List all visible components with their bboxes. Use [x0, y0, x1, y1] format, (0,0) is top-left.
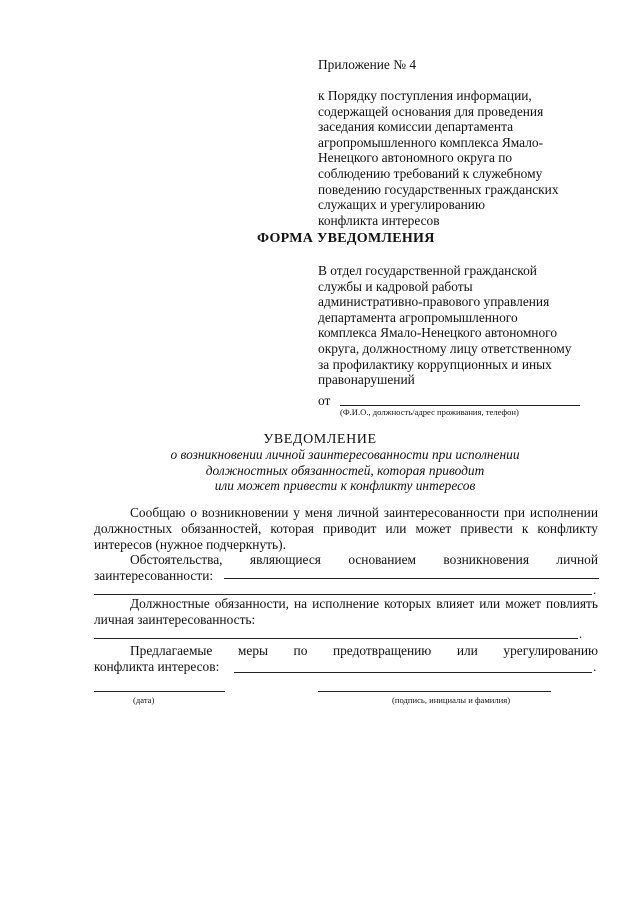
signature-input-line[interactable] — [318, 691, 551, 692]
measures-period: . — [593, 659, 597, 674]
circumstances-label-text: Обстоятельства, являющиеся основанием возникновения личной заинтересованности: — [94, 552, 598, 583]
appendix-reference: к Порядку поступления информации, содержащей основания для проведения заседания комиссии департамента агропромышленного комплекса Ямало- Ненецкого автономного округа по соблюдению требований к служебному поведению государственных гражданских служащих и урегулированию конфликта интересов — [318, 88, 559, 228]
duties-period: . — [579, 626, 583, 641]
notice-title: УВЕДОМЛЕНИЕ — [263, 432, 377, 447]
appendix-title: Приложение № 4 — [318, 57, 417, 72]
measures-label: конфликта интересов: — [94, 659, 220, 674]
from-input-line[interactable] — [340, 405, 580, 406]
paragraph-circumstances-label — [94, 552, 598, 584]
addressee-block: В отдел государственной гражданской службы и кадровой работы административно-правового управления департамента агропромышленного комплекса Ямало-Ненецкого автономного округа, должностному лицу ответственному за профилактику коррупционных и иных правонарушений — [318, 263, 572, 388]
date-input-line[interactable] — [94, 691, 225, 692]
circumstances-input-line-1[interactable] — [224, 578, 599, 579]
duties-input-line[interactable] — [94, 638, 578, 639]
from-caption: (Ф.И.О., должность/адрес проживания, телефон) — [340, 407, 519, 417]
signature-caption: (подпись, инициалы и фамилия) — [392, 695, 511, 705]
notice-subtitle: о возникновении личной заинтересованности при исполнении должностных обязанностей, которая приводит или может привести к конфликту интересов — [170, 447, 520, 494]
paragraph-report: Сообщаю о возникновении у меня личной заинтересованности при исполнении должностных обязанностей, которая приводит или может привести к конфликту интересов (нужное подчеркнуть). — [94, 505, 598, 552]
from-label: от — [318, 393, 331, 408]
date-caption: (дата) — [133, 695, 155, 705]
measures-line-1: Предлагаемые меры по предотвращению или урегулированию — [130, 643, 598, 658]
measures-input-line[interactable] — [234, 672, 592, 673]
form-title: ФОРМА УВЕДОМЛЕНИЯ — [257, 231, 435, 246]
circumstances-input-line-2[interactable] — [94, 594, 592, 595]
circumstances-period: . — [593, 582, 597, 597]
paragraph-duties: Должностные обязанности, на исполнение которых влияет или может повлиять личная заинтересованность: — [94, 596, 598, 627]
